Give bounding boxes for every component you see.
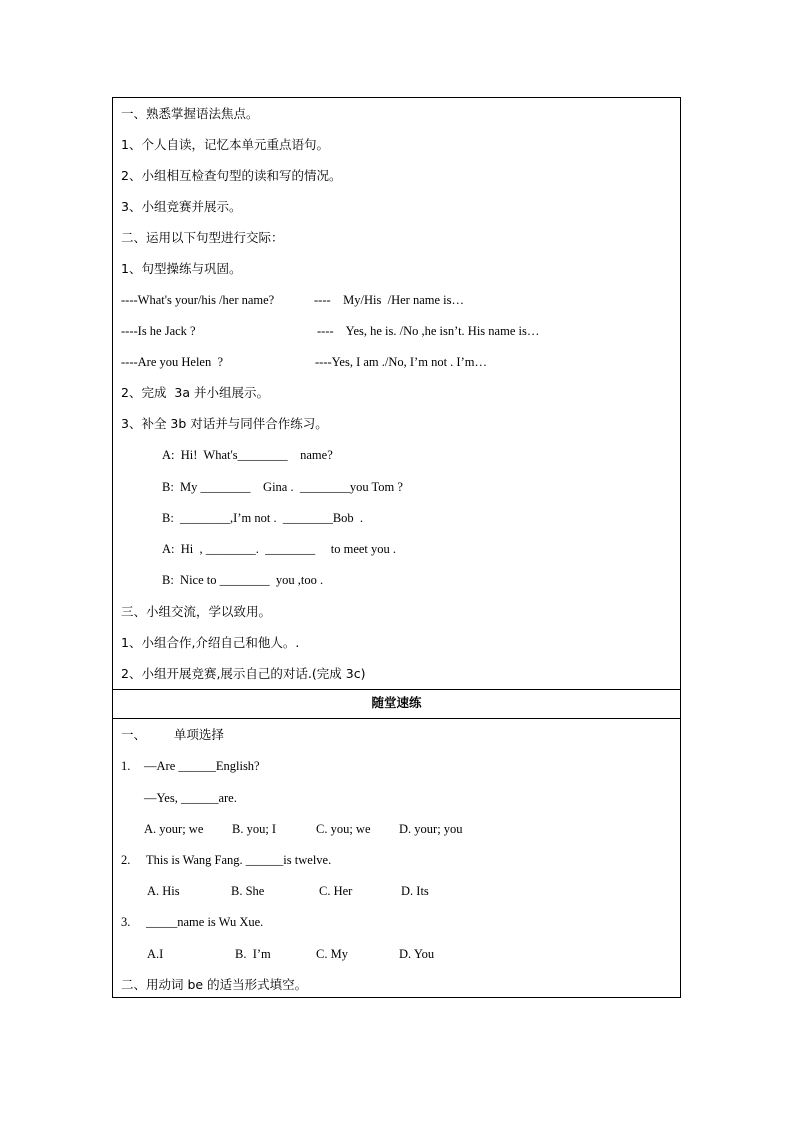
q2-number: 2. <box>121 853 131 867</box>
practice-part1-heading: 一、 单项选择 <box>121 727 224 742</box>
worksheet-table <box>112 97 681 998</box>
section1-heading: 一、熟悉掌握语法焦点。 <box>121 106 259 121</box>
q2-option-b: B. She <box>231 884 265 898</box>
section2-sub3: 3、补全 3b 对话并与同伴合作练习。 <box>121 416 328 431</box>
section1-item-2: 2、小组相互检查句型的读和写的情况。 <box>121 168 342 183</box>
q3-number: 3. <box>121 915 131 929</box>
q1-line1: —Are ______English? <box>144 759 260 773</box>
section3-item-2: 2、小组开展竞赛,展示自己的对话.(完成 3c) <box>121 666 366 681</box>
row-divider-bottom <box>113 718 680 719</box>
section1-item-3: 3、小组竞赛并展示。 <box>121 199 242 214</box>
section3-heading: 三、小组交流，学以致用。 <box>121 604 272 619</box>
pattern-left-3: ----Are you Helen ? <box>121 355 224 369</box>
q1-option-c: C. you; we <box>316 822 371 836</box>
q1-option-b: B. you; I <box>232 822 277 836</box>
q3-option-d: D. You <box>399 947 435 961</box>
practice-part2-heading: 二、用动词 be 的适当形式填空。 <box>121 977 308 992</box>
dialogue-line-3: B: ________,I’m not . ________Bob . <box>162 511 364 525</box>
section2-sub2: 2、完成 3a 并小组展示。 <box>121 385 269 400</box>
pattern-left-1: ----What's your/his /her name? <box>121 293 275 307</box>
dialogue-line-1: A: Hi! What's________ name? <box>162 448 333 462</box>
q2-option-d: D. Its <box>401 884 429 898</box>
q1-option-d: D. your; you <box>399 822 463 836</box>
practice-title: 随堂速练 <box>371 695 422 710</box>
q3-line1: _____name is Wu Xue. <box>146 915 264 929</box>
q2-line1: This is Wang Fang. ______is twelve. <box>146 853 332 867</box>
q3-option-b: B. I’m <box>235 947 271 961</box>
pattern-right-2: ---- Yes, he is. /No ,he isn’t. His name is… <box>317 324 540 338</box>
pattern-left-2: ----Is he Jack ? <box>121 324 196 338</box>
section1-item-1: 1、个人自读，记忆本单元重点语句。 <box>121 137 329 152</box>
q1-number: 1. <box>121 759 131 773</box>
section3-item-1: 1、小组合作,介绍自己和他人。. <box>121 635 300 650</box>
pattern-right-1: ---- My/His /Her name is… <box>314 293 464 307</box>
q2-option-c: C. Her <box>319 884 353 898</box>
dialogue-line-5: B: Nice to ________ you ,too . <box>162 573 324 587</box>
q3-option-c: C. My <box>316 947 348 961</box>
section2-heading: 二、运用以下句型进行交际： <box>121 230 284 245</box>
q1-line2: —Yes, ______are. <box>144 791 237 805</box>
q3-option-a: A.I <box>147 947 164 961</box>
dialogue-line-2: B: My ________ Gina . ________you Tom ? <box>162 480 403 494</box>
dialogue-line-4: A: Hi , ________. ________ to meet you . <box>162 542 397 556</box>
q2-option-a: A. His <box>147 884 180 898</box>
pattern-right-3: ----Yes, I am ./No, I’m not . I’m… <box>315 355 487 369</box>
row-divider-top <box>113 689 680 690</box>
section2-sub1: 1、句型操练与巩固。 <box>121 261 242 276</box>
q1-option-a: A. your; we <box>144 822 204 836</box>
